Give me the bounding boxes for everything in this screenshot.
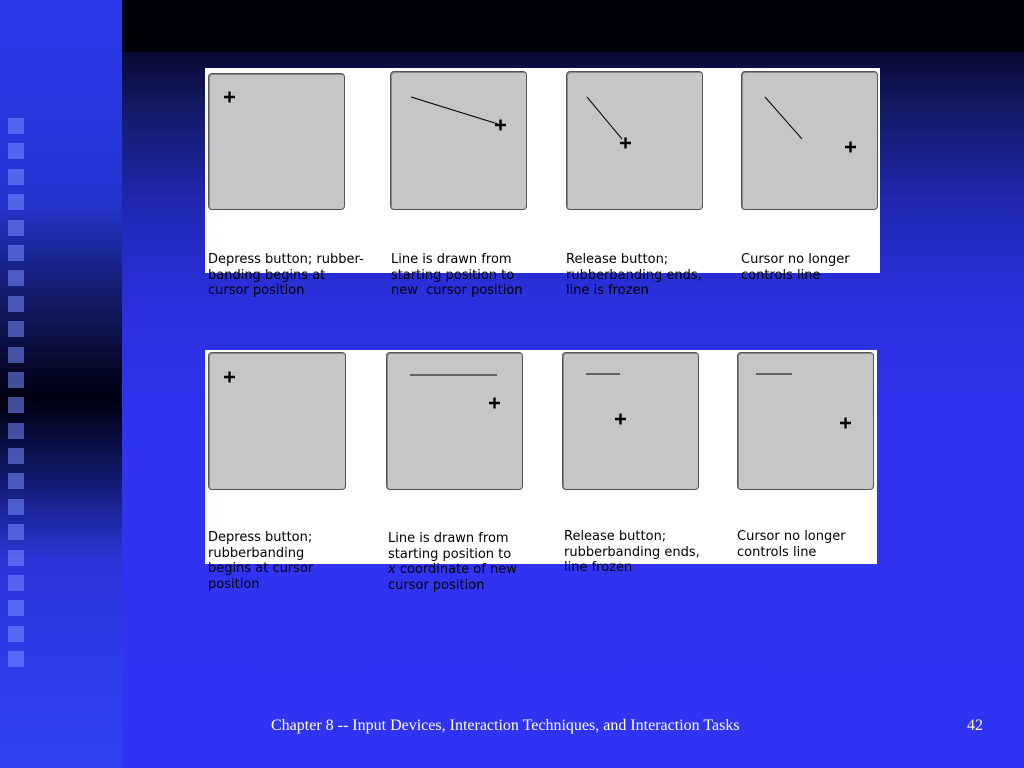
step-box-4 (737, 352, 874, 490)
step-box-3 (562, 352, 699, 490)
rubberband-diagram-top (205, 68, 880, 298)
step-box-4 (741, 71, 878, 210)
step-box-2 (386, 352, 523, 490)
slide-page-number: 42 (967, 717, 983, 734)
frozen-line (587, 97, 622, 139)
step-caption-1: Depress button; rubber- banding begins at cursor position (208, 252, 364, 298)
step-caption-4: Cursor no longer controls line (741, 252, 850, 283)
rubberband-line (411, 97, 498, 124)
decorative-squares (8, 118, 28, 677)
step-box-2 (390, 71, 527, 210)
cursor-plus-icon (615, 414, 626, 425)
step-caption-3: Release button; rubberbanding ends, line frozen (564, 529, 700, 575)
cursor-plus-icon (489, 398, 500, 409)
top-band (122, 0, 1024, 52)
step-caption-2: Line is drawn from starting position to new cursor position (391, 252, 523, 298)
step-caption-1: Depress button; rubberbanding begins at cursor position (208, 530, 314, 592)
step-caption-2: Line is drawn from starting position to x coordinate of new cursor position (388, 531, 517, 593)
cursor-plus-icon (845, 142, 856, 153)
cursor-plus-icon (224, 372, 235, 383)
step-box-1 (208, 73, 345, 210)
cursor-plus-icon (840, 418, 851, 429)
cursor-plus-icon (224, 92, 235, 103)
step-caption-3: Release button; rubberbanding ends, line is frozen (566, 252, 702, 298)
slide-footer-title: Chapter 8 -- Input Devices, Interaction Techniques, and Interaction Tasks (271, 717, 740, 734)
cursor-plus-icon (495, 120, 506, 131)
rubberband-diagram-bottom (205, 350, 877, 593)
frozen-line (765, 97, 802, 139)
step-box-1 (208, 352, 346, 490)
left-decorative-bar (0, 0, 122, 768)
step-caption-4: Cursor no longer controls line (737, 529, 846, 560)
step-box-3 (566, 71, 703, 210)
